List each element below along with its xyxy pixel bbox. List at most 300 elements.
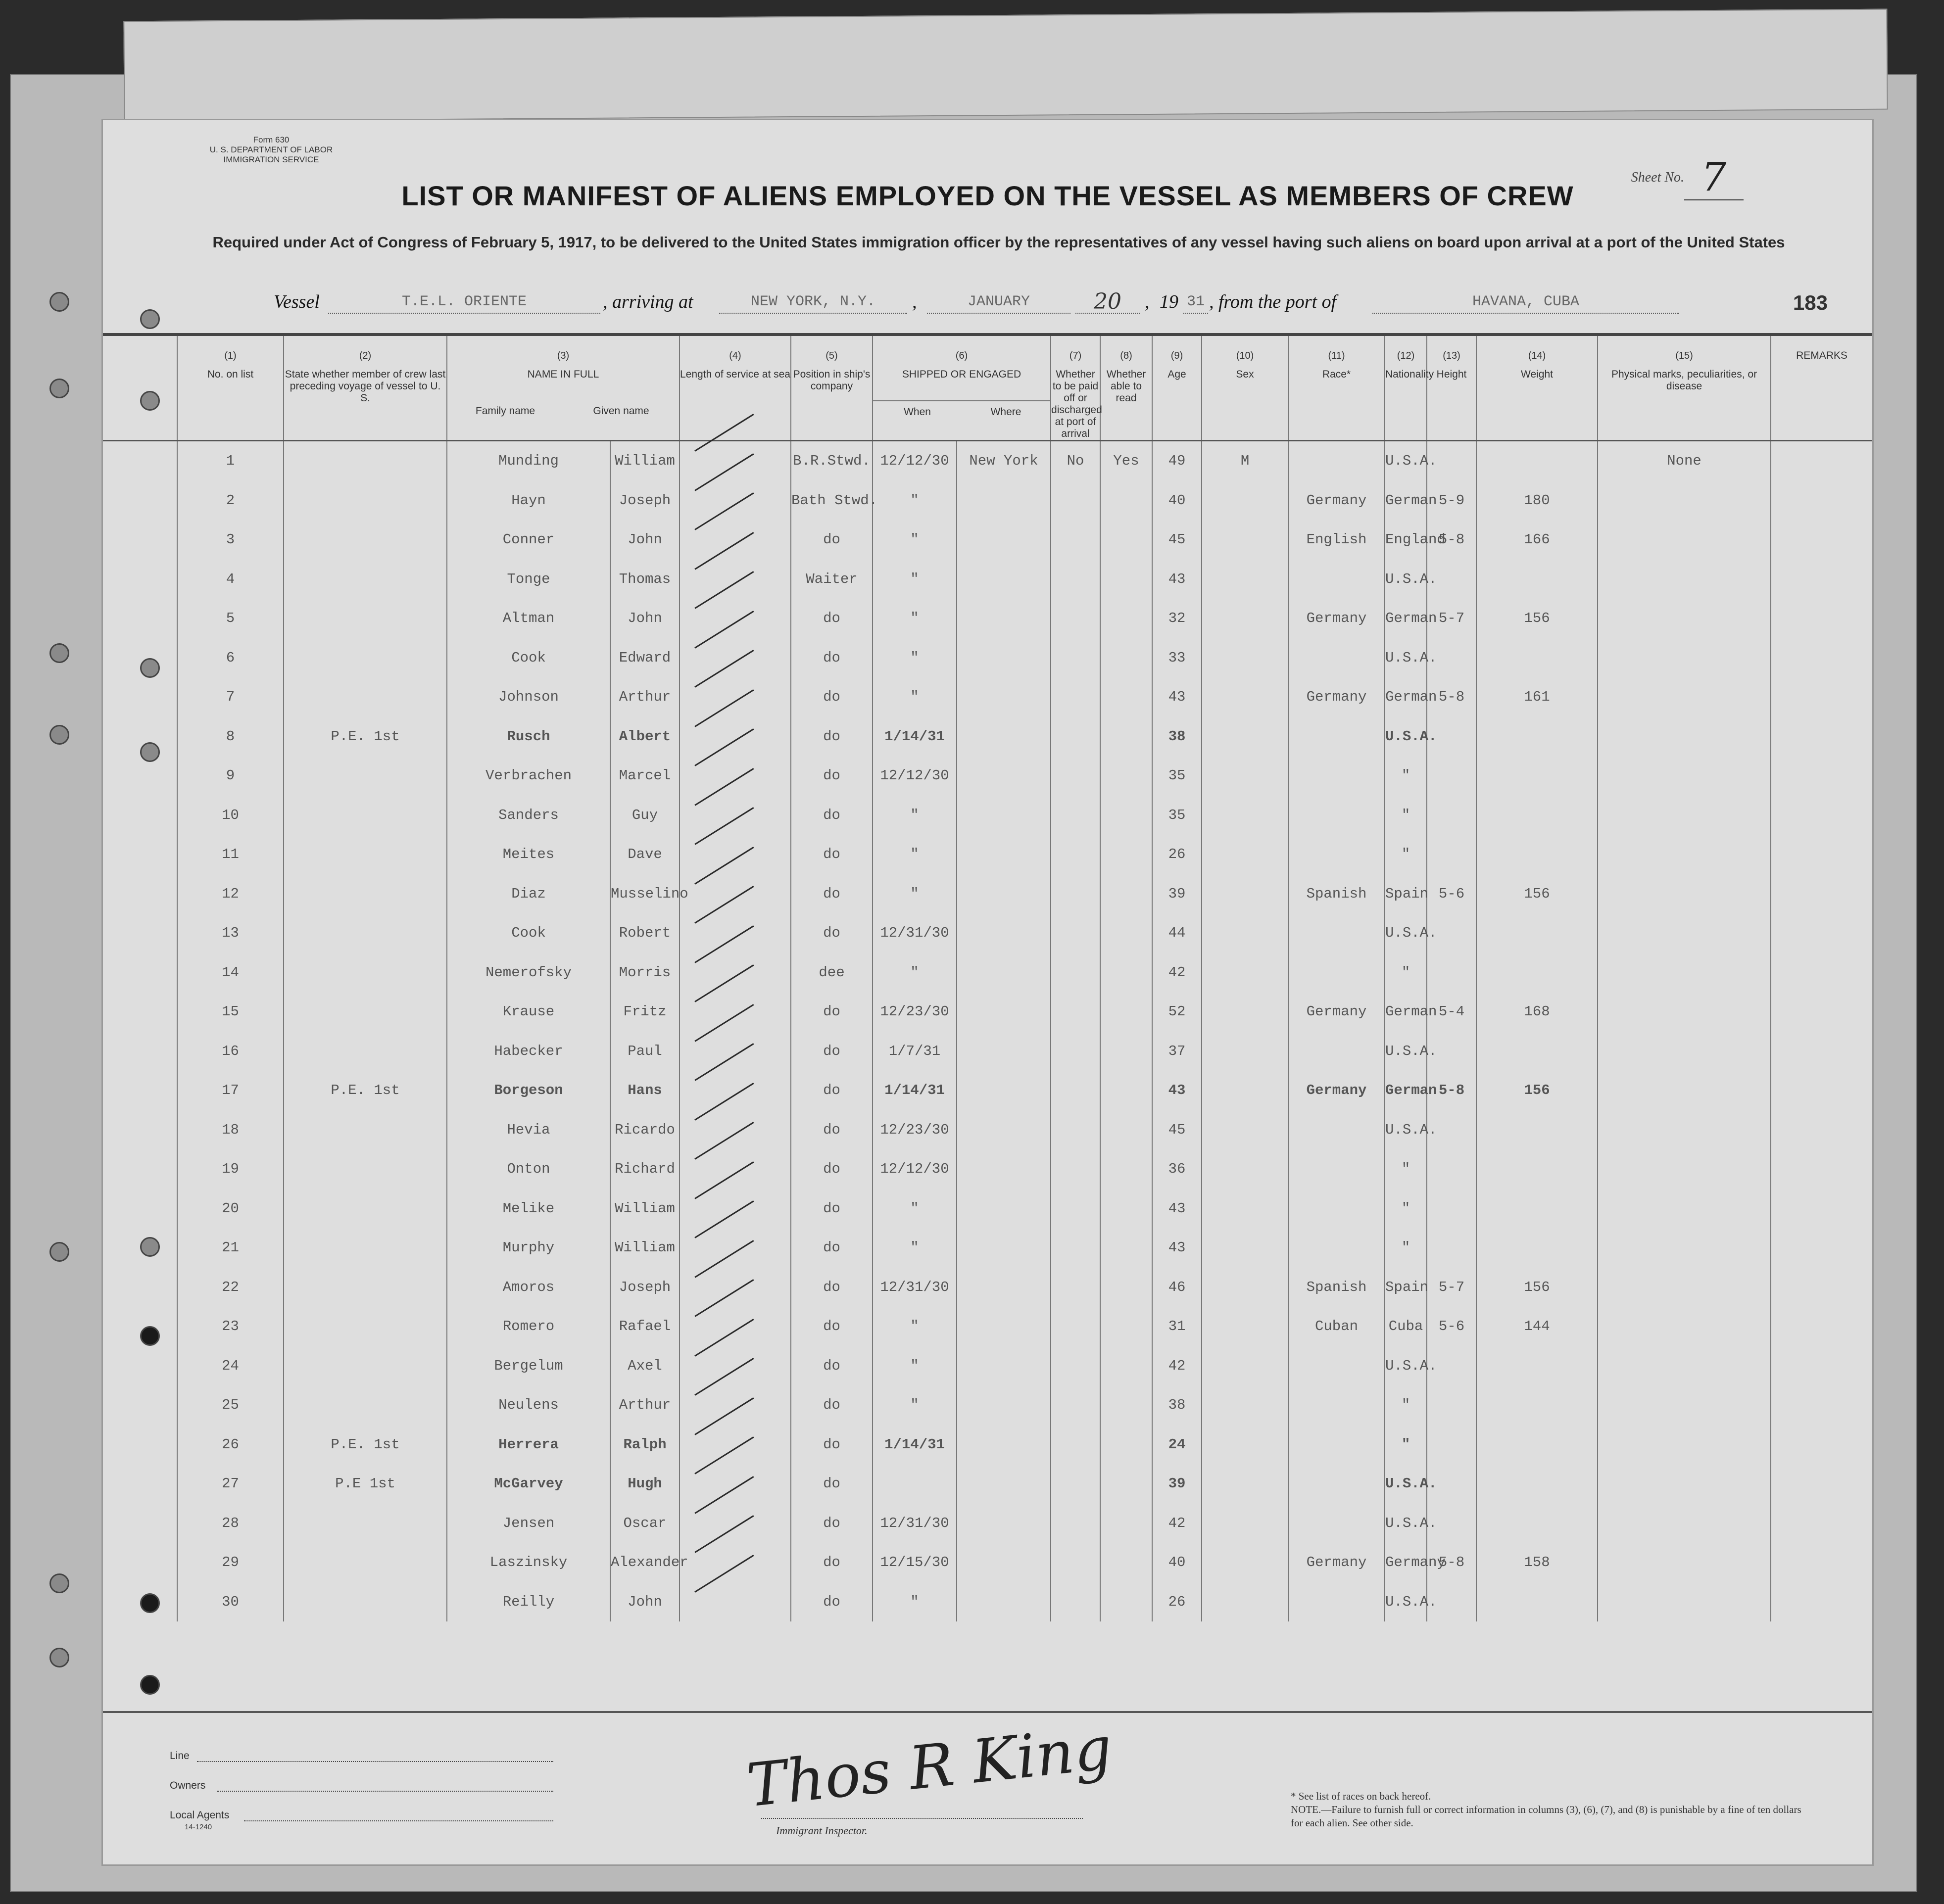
row-height: [1427, 835, 1476, 874]
row-height: [1427, 1228, 1476, 1268]
row-height: 5-7: [1427, 599, 1476, 638]
row-sex: [1202, 1425, 1288, 1465]
row-paid-off: [1051, 1307, 1100, 1346]
row-nationality: ": [1385, 1385, 1427, 1425]
row-spacer: [103, 1189, 177, 1229]
row-position: do: [791, 1032, 873, 1071]
row-spacer: [103, 520, 177, 560]
row-sex: [1202, 560, 1288, 599]
row-paid-off: [1051, 1504, 1100, 1543]
binder-hole: [49, 1573, 69, 1593]
row-position: do: [791, 835, 873, 874]
table-row: [103, 1543, 1872, 1582]
row-remarks: [1771, 1110, 1872, 1150]
row-state: [284, 677, 447, 717]
row-shipped-where: [957, 638, 1051, 678]
col-header-height: (13) Height: [1427, 334, 1476, 441]
row-position: dee: [791, 953, 873, 993]
row-marks: [1598, 1425, 1771, 1465]
row-shipped-when: ": [873, 1228, 957, 1268]
row-shipped-where: [957, 756, 1051, 796]
binder-hole: [49, 725, 69, 745]
row-spacer: [103, 1504, 177, 1543]
row-paid-off: [1051, 796, 1100, 835]
row-nationality: German: [1385, 992, 1427, 1032]
row-remarks: [1771, 1582, 1872, 1622]
row-weight: [1476, 1189, 1598, 1229]
row-able-to-read: [1100, 1504, 1152, 1543]
row-state: [284, 796, 447, 835]
row-able-to-read: [1100, 1385, 1152, 1425]
binder-hole: [140, 742, 160, 762]
row-age: 43: [1152, 1071, 1202, 1110]
row-number: 20: [177, 1189, 284, 1229]
row-shipped-where: [957, 1543, 1051, 1582]
row-number: 10: [177, 796, 284, 835]
row-position: do: [791, 1071, 873, 1110]
row-spacer: [103, 913, 177, 953]
row-marks: [1598, 913, 1771, 953]
row-shipped-when: [873, 1464, 957, 1504]
page-number: 183: [1793, 291, 1828, 314]
row-age: 45: [1152, 520, 1202, 560]
row-able-to-read: [1100, 1425, 1152, 1465]
row-position: do: [791, 1346, 873, 1386]
row-paid-off: [1051, 1189, 1100, 1229]
row-marks: [1598, 1307, 1771, 1346]
row-state: [284, 913, 447, 953]
row-spacer: [103, 1110, 177, 1150]
row-shipped-where: [957, 1504, 1051, 1543]
table-row: [103, 874, 1872, 914]
row-shipped-where: [957, 599, 1051, 638]
row-paid-off: [1051, 717, 1100, 757]
row-height: [1427, 796, 1476, 835]
table-row: [103, 560, 1872, 599]
row-position: do: [791, 1268, 873, 1307]
row-paid-off: [1051, 1346, 1100, 1386]
row-able-to-read: [1100, 913, 1152, 953]
row-able-to-read: [1100, 1071, 1152, 1110]
row-shipped-when: ": [873, 677, 957, 717]
row-shipped-when: 12/31/30: [873, 1504, 957, 1543]
row-shipped-where: [957, 1110, 1051, 1150]
row-age: 45: [1152, 1110, 1202, 1150]
row-weight: [1476, 560, 1598, 599]
page-subtitle: Required under Act of Congress of February 5, 1917, to be delivered to the United States immigration officer by the representatives of any vessel having such aliens on board upon arrival at a port of the United States: [212, 234, 1785, 251]
row-race: [1288, 1385, 1385, 1425]
row-number: 2: [177, 481, 284, 521]
row-spacer: [103, 441, 177, 481]
row-nationality: ": [1385, 1149, 1427, 1189]
row-state: P.E. 1st: [284, 1071, 447, 1110]
row-sex: [1202, 1307, 1288, 1346]
row-state: [284, 1582, 447, 1622]
row-remarks: [1771, 481, 1872, 521]
row-height: 5-6: [1427, 1307, 1476, 1346]
row-age: 43: [1152, 1189, 1202, 1229]
row-number: 27: [177, 1464, 284, 1504]
row-nationality: ": [1385, 796, 1427, 835]
row-position: do: [791, 874, 873, 914]
row-age: 31: [1152, 1307, 1202, 1346]
row-spacer: [103, 560, 177, 599]
row-marks: [1598, 717, 1771, 757]
row-family-name: Tonge: [447, 560, 610, 599]
row-remarks: [1771, 1346, 1872, 1386]
row-remarks: [1771, 796, 1872, 835]
agents-code: 14-1240: [185, 1823, 212, 1831]
row-race: [1288, 1425, 1385, 1465]
row-spacer: [103, 1425, 177, 1465]
table-row: [103, 1149, 1872, 1189]
row-marks: [1598, 481, 1771, 521]
penalty-note: NOTE.—Failure to furnish full or correct information in columns (3), (6), (7), and (8) is punishable by a fine of ten dollars for each alien. See other side.: [1291, 1804, 1801, 1829]
row-family-name: Reilly: [447, 1582, 610, 1622]
row-remarks: [1771, 1425, 1872, 1465]
row-position: do: [791, 1307, 873, 1346]
row-number: 21: [177, 1228, 284, 1268]
row-marks: [1598, 638, 1771, 678]
row-weight: [1476, 1346, 1598, 1386]
row-able-to-read: [1100, 874, 1152, 914]
row-nationality: U.S.A.: [1385, 1110, 1427, 1150]
row-family-name: Habecker: [447, 1032, 610, 1071]
table-row: [103, 677, 1872, 717]
row-sex: [1202, 599, 1288, 638]
row-remarks: [1771, 1307, 1872, 1346]
row-shipped-where: New York: [957, 441, 1051, 481]
row-spacer: [103, 1385, 177, 1425]
col-header-family: Family name: [475, 405, 535, 417]
row-sex: [1202, 1189, 1288, 1229]
row-position: do: [791, 1110, 873, 1150]
row-family-name: Verbrachen: [447, 756, 610, 796]
row-spacer: [103, 992, 177, 1032]
row-nationality: ": [1385, 756, 1427, 796]
row-weight: [1476, 1032, 1598, 1071]
row-remarks: [1771, 1189, 1872, 1229]
row-remarks: [1771, 520, 1872, 560]
row-weight: [1476, 638, 1598, 678]
row-family-name: Bergelum: [447, 1346, 610, 1386]
row-nationality: ": [1385, 1228, 1427, 1268]
row-able-to-read: [1100, 1110, 1152, 1150]
row-sex: [1202, 796, 1288, 835]
row-state: [284, 1189, 447, 1229]
row-able-to-read: [1100, 677, 1152, 717]
row-able-to-read: [1100, 481, 1152, 521]
row-nationality: Cuba: [1385, 1307, 1427, 1346]
row-race: [1288, 1228, 1385, 1268]
row-position: do: [791, 1228, 873, 1268]
row-shipped-when: 1/14/31: [873, 1425, 957, 1465]
row-shipped-when: ": [873, 796, 957, 835]
row-service: [680, 756, 791, 796]
row-number: 24: [177, 1346, 284, 1386]
row-weight: [1476, 717, 1598, 757]
row-shipped-when: ": [873, 599, 957, 638]
row-service: [680, 835, 791, 874]
row-age: 43: [1152, 677, 1202, 717]
underlying-sheet-edge: [123, 9, 1888, 122]
row-given-name: John: [610, 599, 680, 638]
row-able-to-read: [1100, 1582, 1152, 1622]
row-family-name: Herrera: [447, 1425, 610, 1465]
row-marks: [1598, 1464, 1771, 1504]
row-paid-off: [1051, 1543, 1100, 1582]
row-family-name: Altman: [447, 599, 610, 638]
row-weight: [1476, 441, 1598, 481]
table-row: [103, 1071, 1872, 1110]
row-service: [680, 677, 791, 717]
col-header-given: Given name: [593, 405, 649, 417]
row-position: do: [791, 1189, 873, 1229]
row-shipped-where: [957, 1032, 1051, 1071]
row-race: [1288, 756, 1385, 796]
vessel-name: T.E.L. ORIENTE: [328, 291, 600, 314]
row-race: [1288, 1504, 1385, 1543]
row-sex: [1202, 1543, 1288, 1582]
row-number: 29: [177, 1543, 284, 1582]
row-spacer: [103, 835, 177, 874]
row-spacer: [103, 677, 177, 717]
row-number: 26: [177, 1425, 284, 1465]
row-given-name: Musselino: [610, 874, 680, 914]
row-service: [680, 1071, 791, 1110]
row-given-name: Alexander: [610, 1543, 680, 1582]
row-nationality: ": [1385, 1425, 1427, 1465]
row-spacer: [103, 796, 177, 835]
row-marks: [1598, 1110, 1771, 1150]
vessel-label: Vessel: [274, 291, 320, 312]
row-shipped-when: ": [873, 1385, 957, 1425]
col-header-marks: (15) Physical marks, peculiarities, or disease: [1598, 334, 1771, 441]
row-state: [284, 1032, 447, 1071]
row-race: Germany: [1288, 1071, 1385, 1110]
row-able-to-read: [1100, 638, 1152, 678]
table-row: [103, 1268, 1872, 1307]
col-header-shipped: (6) SHIPPED OR ENGAGED When Where: [873, 334, 1051, 441]
row-age: 49: [1152, 441, 1202, 481]
row-paid-off: No: [1051, 441, 1100, 481]
row-height: [1427, 756, 1476, 796]
row-sex: [1202, 1582, 1288, 1622]
row-able-to-read: [1100, 953, 1152, 993]
row-paid-off: [1051, 1032, 1100, 1071]
row-family-name: Sanders: [447, 796, 610, 835]
races-note: * See list of races on back hereof.: [1291, 1790, 1431, 1802]
row-remarks: [1771, 1268, 1872, 1307]
row-nationality: Spain: [1385, 874, 1427, 914]
row-height: 5-8: [1427, 1071, 1476, 1110]
table-row: [103, 638, 1872, 678]
row-given-name: John: [610, 1582, 680, 1622]
row-number: 19: [177, 1149, 284, 1189]
row-weight: [1476, 1464, 1598, 1504]
row-marks: [1598, 560, 1771, 599]
row-state: [284, 874, 447, 914]
row-race: [1288, 1189, 1385, 1229]
col-header-spacer: [103, 334, 177, 441]
row-position: do: [791, 1149, 873, 1189]
row-shipped-when: ": [873, 638, 957, 678]
row-shipped-when: ": [873, 874, 957, 914]
col-header-remarks: REMARKS: [1771, 334, 1872, 441]
row-shipped-when: ": [873, 1582, 957, 1622]
row-state: [284, 638, 447, 678]
row-shipped-when: 12/12/30: [873, 1149, 957, 1189]
row-race: Spanish: [1288, 874, 1385, 914]
row-shipped-where: [957, 560, 1051, 599]
binder-hole: [140, 1675, 160, 1695]
row-state: [284, 481, 447, 521]
table-row: [103, 1582, 1872, 1622]
row-height: [1427, 1385, 1476, 1425]
row-shipped-when: 12/12/30: [873, 756, 957, 796]
row-age: 52: [1152, 992, 1202, 1032]
manifest-page: [101, 119, 1874, 1866]
row-age: 40: [1152, 481, 1202, 521]
row-given-name: Hugh: [610, 1464, 680, 1504]
row-able-to-read: [1100, 520, 1152, 560]
row-remarks: [1771, 1071, 1872, 1110]
row-shipped-where: [957, 796, 1051, 835]
row-nationality: U.S.A.: [1385, 1582, 1427, 1622]
row-weight: 180: [1476, 481, 1598, 521]
row-shipped-where: [957, 1425, 1051, 1465]
row-shipped-where: [957, 717, 1051, 757]
row-shipped-when: 12/23/30: [873, 992, 957, 1032]
table-row: [103, 1425, 1872, 1465]
row-given-name: John: [610, 520, 680, 560]
row-nationality: U.S.A.: [1385, 1032, 1427, 1071]
row-able-to-read: [1100, 1189, 1152, 1229]
col-header-weight: (14) Weight: [1476, 334, 1598, 441]
row-age: 38: [1152, 1385, 1202, 1425]
table-row: [103, 481, 1872, 521]
row-shipped-where: [957, 1385, 1051, 1425]
row-paid-off: [1051, 1464, 1100, 1504]
row-service: [680, 1110, 791, 1150]
row-service: [680, 1307, 791, 1346]
row-nationality: ": [1385, 835, 1427, 874]
row-shipped-when: ": [873, 1346, 957, 1386]
row-number: 9: [177, 756, 284, 796]
row-marks: [1598, 756, 1771, 796]
row-nationality: Spain: [1385, 1268, 1427, 1307]
row-spacer: [103, 1071, 177, 1110]
row-sex: [1202, 1268, 1288, 1307]
row-paid-off: [1051, 1110, 1100, 1150]
binder-hole: [49, 1242, 69, 1262]
row-marks: [1598, 1385, 1771, 1425]
row-family-name: Hayn: [447, 481, 610, 521]
row-sex: [1202, 953, 1288, 993]
row-remarks: [1771, 638, 1872, 678]
row-able-to-read: [1100, 599, 1152, 638]
row-shipped-where: [957, 1189, 1051, 1229]
row-given-name: Oscar: [610, 1504, 680, 1543]
row-sex: M: [1202, 441, 1288, 481]
row-spacer: [103, 481, 177, 521]
row-family-name: Cook: [447, 638, 610, 678]
row-age: 32: [1152, 599, 1202, 638]
row-weight: [1476, 1582, 1598, 1622]
row-age: 43: [1152, 1228, 1202, 1268]
row-height: [1427, 1189, 1476, 1229]
row-marks: [1598, 1071, 1771, 1110]
row-able-to-read: [1100, 560, 1152, 599]
row-position: do: [791, 992, 873, 1032]
row-given-name: Dave: [610, 835, 680, 874]
row-nationality: German: [1385, 481, 1427, 521]
row-shipped-when: 1/7/31: [873, 1032, 957, 1071]
row-nationality: U.S.A.: [1385, 717, 1427, 757]
row-number: 17: [177, 1071, 284, 1110]
row-shipped-when: 12/15/30: [873, 1543, 957, 1582]
row-able-to-read: [1100, 1307, 1152, 1346]
row-service: [680, 1228, 791, 1268]
row-family-name: Rusch: [447, 717, 610, 757]
row-spacer: [103, 1464, 177, 1504]
row-race: [1288, 638, 1385, 678]
row-weight: 158: [1476, 1543, 1598, 1582]
row-race: [1288, 560, 1385, 599]
row-age: 33: [1152, 638, 1202, 678]
row-marks: [1598, 874, 1771, 914]
row-able-to-read: [1100, 992, 1152, 1032]
row-given-name: Richard: [610, 1149, 680, 1189]
row-service: [680, 1543, 791, 1582]
line-field: [197, 1760, 553, 1762]
inspector-signature: Thos R King: [743, 1714, 1116, 1821]
row-weight: [1476, 913, 1598, 953]
row-marks: None: [1598, 441, 1771, 481]
row-given-name: William: [610, 441, 680, 481]
row-sex: [1202, 520, 1288, 560]
binder-hole: [140, 658, 160, 678]
row-service: [680, 638, 791, 678]
row-state: [284, 1228, 447, 1268]
row-state: [284, 1346, 447, 1386]
row-age: 37: [1152, 1032, 1202, 1071]
row-spacer: [103, 1307, 177, 1346]
row-given-name: Joseph: [610, 1268, 680, 1307]
col-header-nationality: (12) Nationality: [1385, 334, 1427, 441]
owners-field: [217, 1790, 553, 1792]
sheet-number-label: Sheet No.: [1631, 170, 1684, 185]
row-sex: [1202, 1464, 1288, 1504]
row-number: 7: [177, 677, 284, 717]
col-header-position: (5) Position in ship's company: [791, 334, 873, 441]
row-remarks: [1771, 874, 1872, 914]
row-paid-off: [1051, 560, 1100, 599]
table-row: [103, 1228, 1872, 1268]
row-marks: [1598, 796, 1771, 835]
row-sex: [1202, 1346, 1288, 1386]
table-row: [103, 1307, 1872, 1346]
row-given-name: Robert: [610, 913, 680, 953]
arriving-label: , arriving at: [603, 291, 693, 312]
row-weight: 161: [1476, 677, 1598, 717]
row-number: 1: [177, 441, 284, 481]
row-shipped-when: 1/14/31: [873, 1071, 957, 1110]
row-weight: [1476, 953, 1598, 993]
row-shipped-where: [957, 953, 1051, 993]
agents-label: Local Agents: [170, 1809, 230, 1821]
table-row: [103, 717, 1872, 757]
